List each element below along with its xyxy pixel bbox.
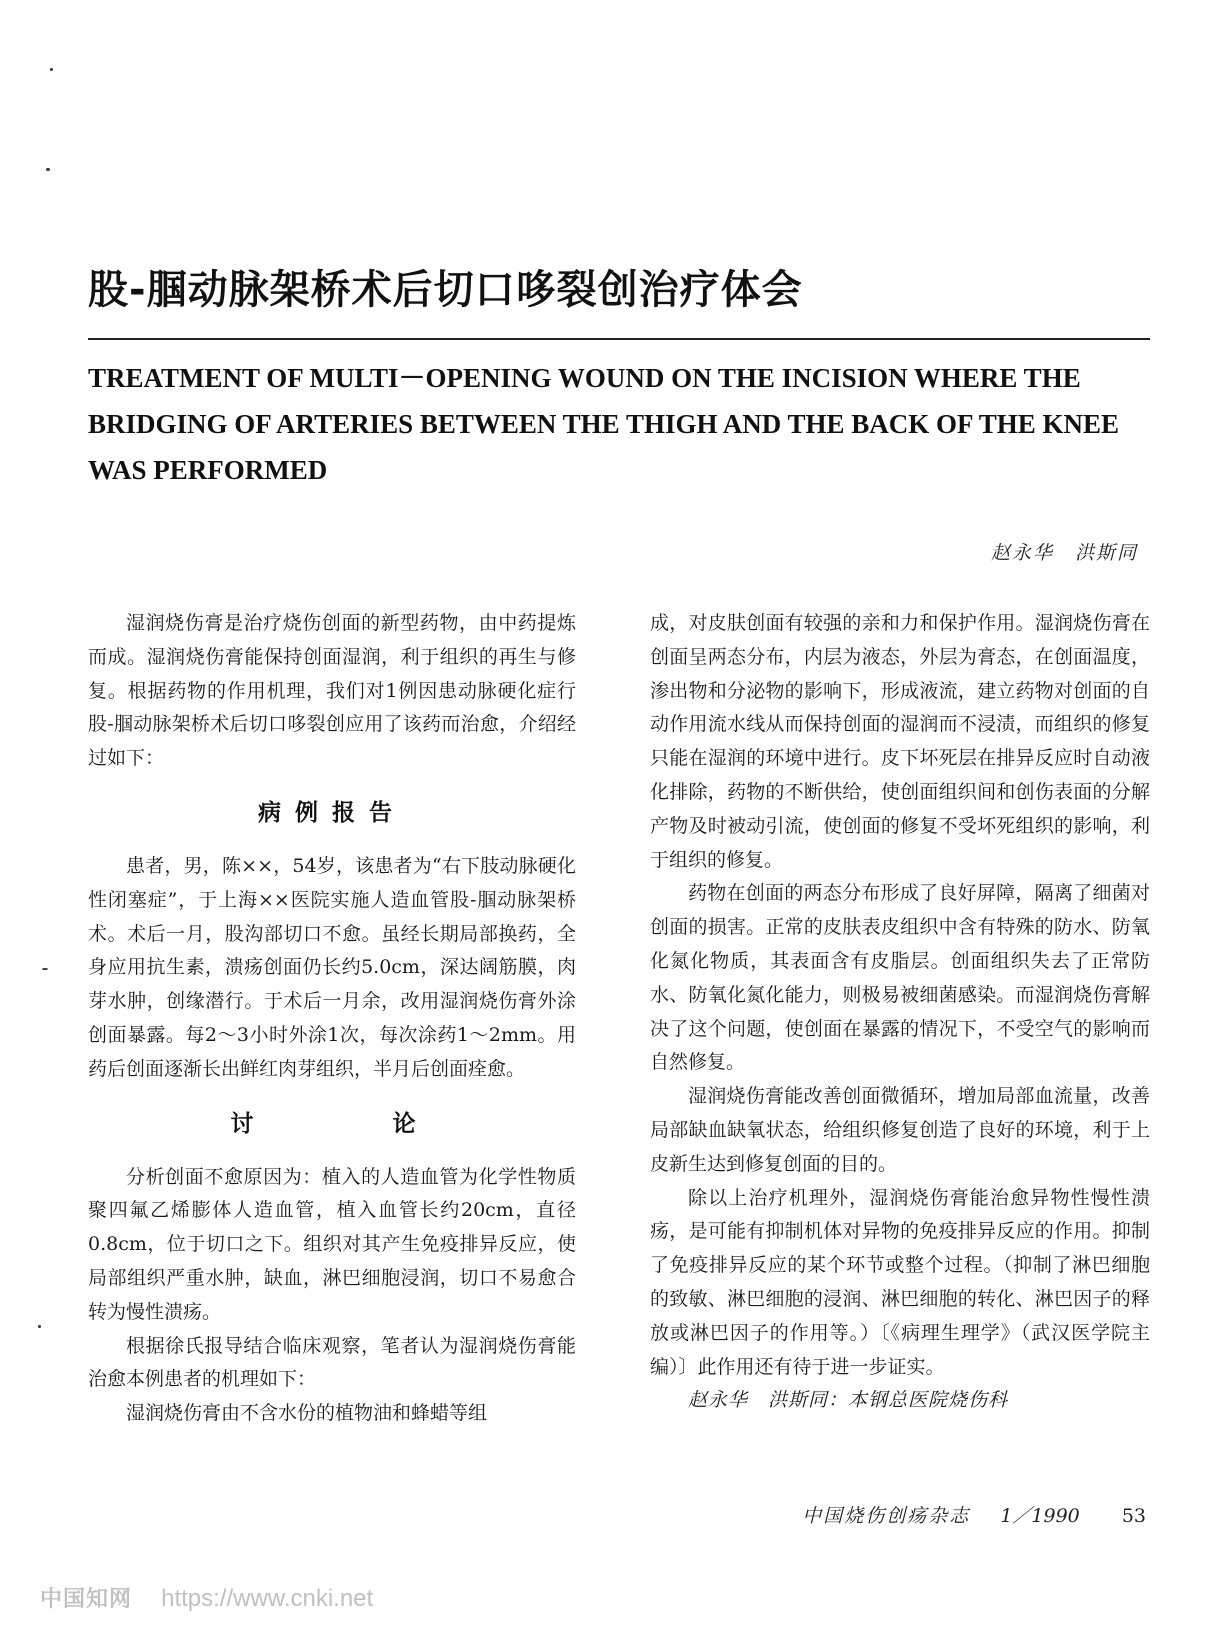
discussion-paragraph: 根据徐氏报导结合临床观察，笔者认为湿润烧伤膏能治愈本例患者的机理如下： xyxy=(88,1334,576,1391)
section-heading-discussion: 讨 论 xyxy=(230,1110,474,1137)
page-footer xyxy=(802,1501,1146,1528)
body-paragraph: 成，对皮肤创面有较强的亲和力和保护作用。湿润烧伤膏在创面呈两态分布，内层为液态，外层为膏态，在创面温度，渗出物和分泌物的影响下，形成液流，建立药物对创面的自动作用流水线从而保持创面的湿润而不浸渍，而组织的修复只能在湿润的环境中进行。皮下坏死层在排异反应时自动液化排除，药物的不断供给，使创面组织间和创伤表面的分解产物及时被动引流，使创面的修复不受坏死组织的影响，利于组织的修复。 xyxy=(650,612,1150,871)
author-affiliation: 赵永华 洪斯同：本钢总医院烧伤科 xyxy=(688,1389,1009,1412)
scan-speck xyxy=(42,968,48,970)
body-paragraph: 湿润烧伤膏能改善创面微循环，增加局部血流量，改善局部缺血缺氧状态，给组织修复创造了良好的环境，利于上皮新生达到修复创面的目的。 xyxy=(650,1085,1150,1175)
left-column xyxy=(88,607,576,1431)
section-heading-case-report: 病例报告 xyxy=(258,799,406,826)
article-title-english: TREATMENT OF MULTI－OPENING WOUND ON THE INCISION WHERE THE BRIDGING OF ARTERIES BETWEEN THE THIGH AND THE BACK OF THE KNEE WAS PERFORMED xyxy=(88,363,1120,485)
title-divider xyxy=(88,338,1150,340)
journal-name: 中国烧伤创疡杂志 xyxy=(802,1505,971,1527)
discussion-paragraph: 分析创面不愈原因为：植入的人造血管为化学性物质聚四氟乙烯膨体人造血管，植入血管长约20cm，直径0.8cm，位于切口之下。组织对其产生免疫排异反应，使局部组织严重水肿，缺血，淋巴细胞浸润，切口不易愈合转为慢性溃疡。 xyxy=(88,1165,576,1323)
scan-speck xyxy=(50,68,53,71)
cnki-logo: 中国知网 xyxy=(40,1587,133,1612)
body-paragraph: 除以上治疗机理外，湿润烧伤膏能治愈异物性慢性溃疡，是可能有抑制机体对异物的免疫排异反应的作用。抑制了免疫排异反应的某个环节或整个过程。（抑制了淋巴细胞的致敏、淋巴细胞的浸润、淋巴细胞的转化、淋巴因子的释放或淋巴因子的作用等。）〔《病理生理学》（武汉医学院主编）〕此作用还有待于进一步证实。 xyxy=(650,1186,1150,1378)
right-column xyxy=(650,607,1150,1418)
page-number: 53 xyxy=(1121,1505,1146,1527)
author-byline: 赵永华 洪斯同 xyxy=(990,542,1138,564)
body-paragraph: 药物在创面的两态分布形成了良好屏障，隔离了细菌对创面的损害。正常的皮肤表皮组织中含有特殊的防水、防氧化氮化物质，其表面含有皮脂层。创面组织失去了正常防水、防氧化氮化能力，则极易被细菌感染。而湿润烧伤膏解决了这个问题，使创面在暴露的情况下，不受空气的影响而自然修复。 xyxy=(650,882,1150,1074)
scan-speck xyxy=(46,168,50,171)
intro-paragraph: 湿润烧伤膏是治疗烧伤创面的新型药物，由中药提炼而成。湿润烧伤膏能保持创面湿润，利于组织的再生与修复。根据药物的作用机理，我们对1例因患动脉硬化症行股-腘动脉架桥术后切口哆裂创应用了该药而治愈，介绍经过如下： xyxy=(88,612,576,770)
cnki-url[interactable]: https://www.cnki.net xyxy=(161,1585,374,1612)
cnki-watermark xyxy=(40,1582,373,1613)
journal-issue: 1／1990 xyxy=(1000,1505,1080,1527)
article-title-chinese: 股-腘动脉架桥术后切口哆裂创治疗体会 xyxy=(88,267,803,313)
discussion-paragraph: 湿润烧伤膏由不含水份的植物油和蜂蜡等组 xyxy=(126,1402,488,1425)
scan-speck xyxy=(38,1325,41,1328)
case-paragraph: 患者，男，陈××，54岁，该患者为“右下肢动脉硬化性闭塞症”，于上海××医院实施人造血管股-腘动脉架桥术。术后一月，股沟部切口不愈。虽经长期局部换药，全身应用抗生素，溃疡创面仍长约5.0cm，深达阔筋膜，肉芽水肿，创缘潜行。于术后一月余，改用湿润烧伤膏外涂创面暴露。每2～3小时外涂1次，每次涂药1～2mm。用药后创面逐渐长出鲜红肉芽组织，半月后创面痊愈。 xyxy=(88,854,576,1080)
